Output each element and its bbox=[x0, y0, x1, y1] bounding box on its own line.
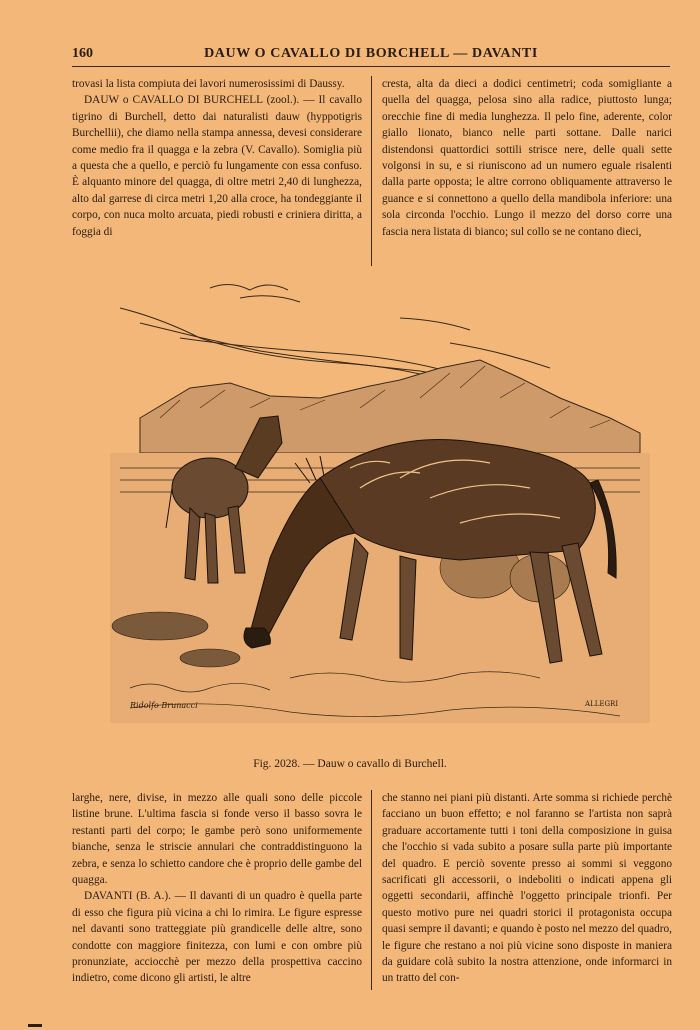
artist-signature-right: ALLEGRI bbox=[585, 700, 619, 708]
page-header bbox=[72, 44, 670, 67]
top-left-column bbox=[72, 76, 362, 240]
page-number: 160 bbox=[72, 46, 93, 61]
figure-caption: Fig. 2028. — Dauw o cavallo di Burchell. bbox=[253, 758, 447, 770]
bottom-right-column bbox=[382, 790, 672, 987]
paragraph: cresta, alta da dieci a dodici centimetri; coda somigliante a quella del quagga, pelosa sino alla radice, piuttosto lunga; orecchie fine di media lunghezza. Il pelo fine, aderente, color giallo lionato, bianco nelle parti sottane. Dalle narici distendonsi quattordici sottili strisce nere, delle quali sette volgonsi in su, e si riuniscono ad un numero eguale risalenti dalla parte opposta; le altre corrono obliquamente attraverso le guance e si connettono a quello della mandibola inferiore: una sola circonda l'occhio. Lungo il mezzo del dorso corre una fascia nera listata di bianco; sul collo se ne contano dieci, bbox=[382, 78, 672, 238]
top-right-column bbox=[382, 76, 672, 240]
paragraph: DAUW o CAVALLO DI BURCHELL (zool.). — Il cavallo tigrino di Burchell, detto dai naturalisti dauw (hyppotigris Burchellii), che diamo nella stampa annessa, devesi considerare come medio fra il quagga e la zebra (V. Cavallo). Somiglia più a questa che a quello, e perciò fu lungamente con essa confuso. È alquanto minore del quagga, di oltre metri 2,40 di lunghezza, alto dal garrese di circa metri 1,20 alla croce, ha tondeggiante il corpo, con nuca molto arcuata, piedi robusti e criniera diritta, a foggia di bbox=[72, 94, 362, 238]
paragraph: trovasi la lista compiuta dei lavori numerosissimi di Daussy. bbox=[72, 78, 345, 90]
zebra-illustration bbox=[100, 268, 660, 738]
bottom-left-column bbox=[72, 790, 362, 987]
artist-signature-left: Ridolfo Brunacci bbox=[130, 701, 198, 710]
running-title: DAUW O CAVALLO DI BORCHELL — DAVANTI bbox=[204, 46, 538, 61]
column-divider bbox=[371, 76, 372, 266]
paragraph: larghe, nere, divise, in mezzo alle quali sono delle piccole listine brune. L'ultima fascia si fonde verso il basso sovra le restanti parti del corpo; le gambe però sono uniformemente bianche, senza le striscie annulari che contraddistinguono la zebra, e senza lo schietto candore che è proprio delle gambe del quagga. bbox=[72, 792, 362, 887]
page-mark bbox=[28, 1024, 42, 1027]
column-divider bbox=[371, 790, 372, 990]
paragraph: che stanno nei piani più distanti. Arte somma si richiede perchè facciano un buon effetto; e nol faranno se l'artista non saprà graduare accortamente tutti i toni della composizione in guisa che l'occhio si vada subito a posare sulla parte più importante del quadro. E perciò sovente presso ai sommi si veggono sacrificati gli accessorii, o indeboliti o indicati appena gli oggetti secondarii, affinchè l'oggetto principale trionfi. Per questo motivo pure nei quadri storici il protagonista occupa quasi sempre il davanti; e quando è posto nel mezzo del quadro, le figure che restano a noi più vicine sono disposte in maniera da guidare colà subito la nostra attenzione, onde informarci in un tratto del con- bbox=[382, 792, 672, 985]
mountain-range bbox=[140, 360, 640, 453]
paragraph: DAVANTI (B. A.). — Il davanti di un quadro è quella parte di esso che figura più vicina a chi lo rimira. Le figure espresse nel davanti sono tratteggiate più grandicelle delle altre, sono condotte con maggiore finitezza, con lumi e con ombre più pronunziate, acciocchè per mezzo della prospettiva caccino indietro, come dicono gli artisti, le altre bbox=[72, 890, 362, 985]
